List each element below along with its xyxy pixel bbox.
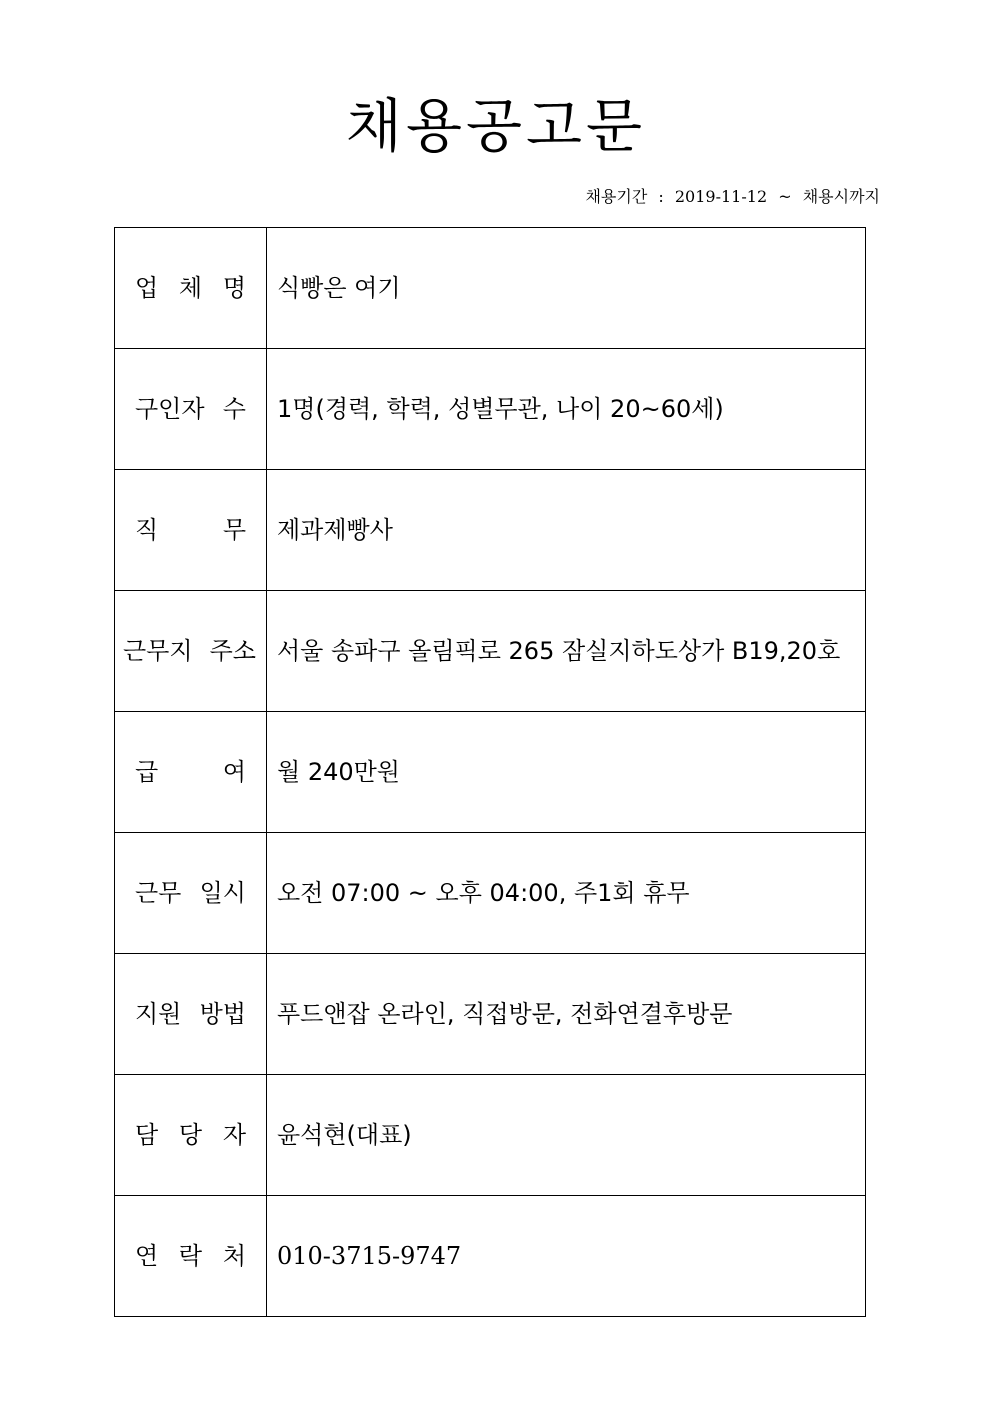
table-row [115, 833, 866, 954]
row-label-cell [115, 712, 267, 833]
period-end: 채용시까지 [802, 187, 880, 206]
row-label-cell [115, 833, 267, 954]
row-label-cell [115, 1196, 267, 1317]
table-row [115, 1075, 866, 1196]
phone-label: 연 락 처 [135, 1242, 246, 1270]
document-title: 채용공고문 [345, 92, 647, 160]
work-hours-label: 근무 일시 [135, 879, 246, 907]
work-address-value: 서울 송파구 올림픽로 265 잠실지하도상가 B19,20호 [267, 591, 866, 712]
table-row [115, 591, 866, 712]
table-row [115, 1196, 866, 1317]
job-duty-label: 직 무 [135, 516, 246, 544]
apply-method-value: 푸드앤잡 온라인, 직접방문, 전화연결후방문 [267, 954, 866, 1075]
period-tilde: ~ [778, 187, 792, 206]
table-row [115, 470, 866, 591]
job-posting-table [114, 227, 866, 1317]
row-label-cell [115, 349, 267, 470]
recruitment-period [585, 186, 880, 208]
work-hours-value: 오전 07:00 ~ 오후 04:00, 주1회 휴무 [267, 833, 866, 954]
phone-value: 010-3715-9747 [267, 1196, 866, 1317]
table-row [115, 228, 866, 349]
period-start-date: 2019-11-12 [674, 187, 768, 206]
headcount-label: 구인자 수 [135, 395, 246, 423]
row-label-cell [115, 228, 267, 349]
row-label-cell [115, 470, 267, 591]
work-address-label: 근무지 주소 [123, 637, 256, 665]
company-name-value: 식빵은 여기 [267, 228, 866, 349]
period-separator: : [658, 187, 664, 206]
table-row [115, 349, 866, 470]
salary-label: 급 여 [135, 758, 246, 786]
table-row [115, 954, 866, 1075]
headcount-value: 1명(경력, 학력, 성별무관, 나이 20~60세) [267, 349, 866, 470]
period-label: 채용기간 [585, 187, 648, 206]
apply-method-label: 지원 방법 [135, 1000, 246, 1028]
company-name-label: 업 체 명 [135, 274, 246, 302]
row-label-cell [115, 591, 267, 712]
row-label-cell [115, 954, 267, 1075]
contact-person-value: 윤석현(대표) [267, 1075, 866, 1196]
table-row [115, 712, 866, 833]
contact-person-label: 담 당 자 [135, 1121, 246, 1149]
job-duty-value: 제과제빵사 [267, 470, 866, 591]
row-label-cell [115, 1075, 267, 1196]
salary-value: 월 240만원 [267, 712, 866, 833]
